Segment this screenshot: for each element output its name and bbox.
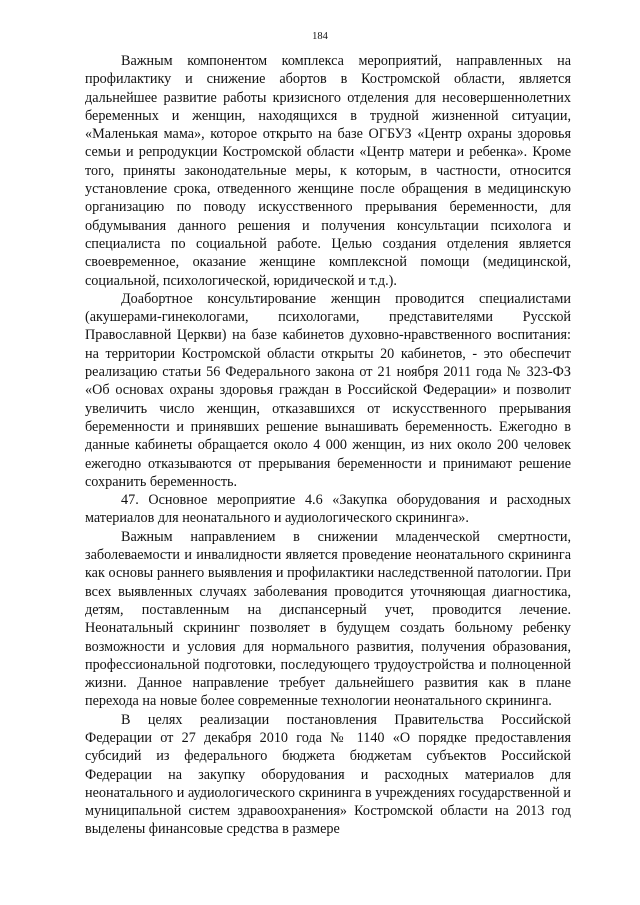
paragraph: Важным направлением в снижении младенческой смертности, заболеваемости и инвалидности является проведение неонатального скрининга как основы раннего выявления и профилактики наследственной патологии. При всех выявленных случаях заболевания проводится уточняющая диагностика, детям, поставленным на диспансерный учет, проводится лечение. Неонатальный скрининг позволяет в будущем создать больному ребенку возможности и условия для нормального развития, получения образования, профессиональной подготовки, последующего трудоустройства и полноценной жизни. Данное направление требует дальнейшего развития как в плане перехода на новые более современные технологии неонатального скрининга. bbox=[85, 528, 571, 710]
paragraph: В целях реализации постановления Правительства Российской Федерации от 27 декабря 2010 года № 1140 «О порядке предоставления субсидий из федерального бюджета бюджетам субъектов Российской Федерации на закупку оборудования и расходных материалов для неонатального и аудиологического скрининга в учреждениях государственной и муниципальной систем здравоохранения» Костромской области на 2013 год выделены финансовые средства в размере bbox=[85, 711, 571, 838]
section-heading: 47. Основное мероприятие 4.6 «Закупка оборудования и расходных материалов для неонатального и аудиологического скрининга». bbox=[85, 492, 571, 527]
document-body bbox=[85, 52, 571, 839]
paragraph: Важным компонентом комплекса мероприятий, направленных на профилактику и снижение абортов в Костромской области, является дальнейшее развитие работы кризисного отделения для несовершеннолетних беременных и женщин, находящихся в трудной жизненной ситуации, «Маленькая мама», которое открыто на базе ОГБУЗ «Центр охраны здоровья семьи и репродукции Костромской области «Центр матери и ребенка». Кроме того, приняты законодательные меры, к которым, в частности, относится установление срока, отведенного женщине после обращения в медицинскую организацию по поводу искусственного прерывания беременности, для обдумывания данного решения и получения консультации психолога и специалиста по социальной работе. Целью создания отделения является своевременное, оказание женщине комплексной помощи (медицинской, социальной, психологической, юридической и т.д.). bbox=[85, 53, 571, 289]
paragraph: Доабортное консультирование женщин проводится специалистами (акушерами-гинекологами, психологами, представителями Русской Православной Церкви) на базе кабинетов духовно-нравственного воспитания: на территории Костромской области открыты 20 кабинетов, - это обеспечит реализацию статьи 56 Федерального закона от 21 ноября 2011 года № 323-ФЗ «Об основах охраны здоровья граждан в Российской Федерации» и позволит увеличить число женщин, отказавшихся от искусственного прерывания беременности и принявших решение вынашивать беременность. Ежегодно в данные кабинеты обращается около 4 000 женщин, из них около 200 человек ежегодно отказываются от прерывания беременности и принимают решение сохранить беременность. bbox=[85, 290, 571, 490]
page-number: 184 bbox=[312, 31, 328, 42]
